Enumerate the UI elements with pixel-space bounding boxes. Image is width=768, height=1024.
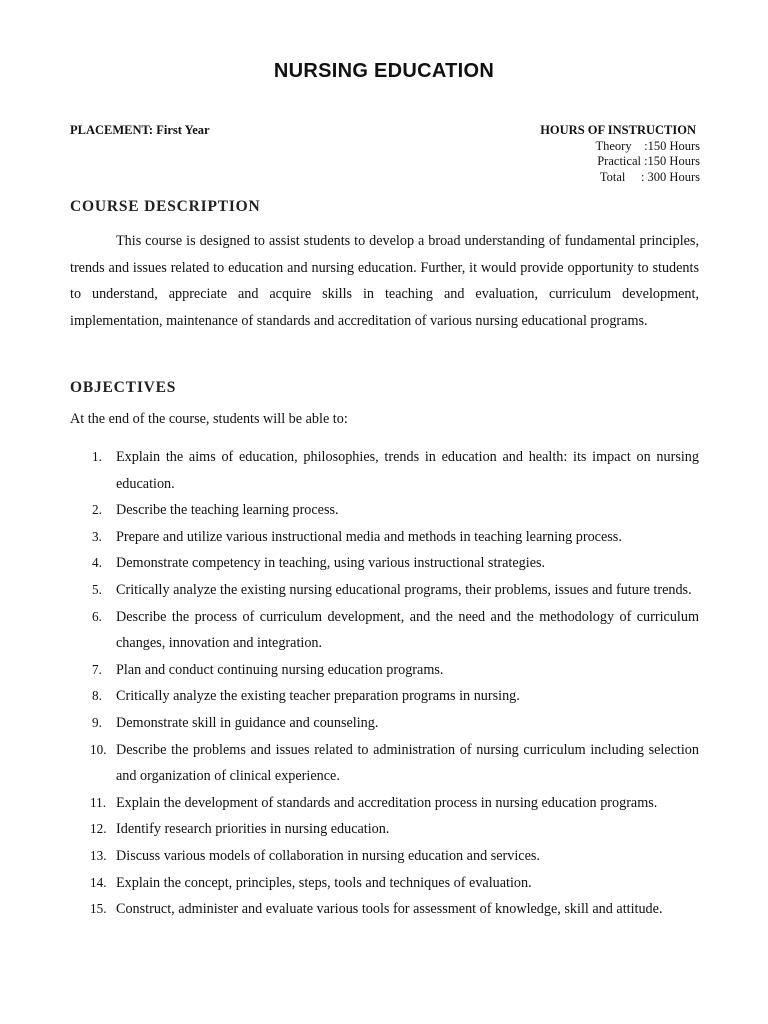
objective-text: Plan and conduct continuing nursing education programs. bbox=[116, 661, 444, 678]
objective-item bbox=[70, 524, 699, 551]
objective-number: 10. bbox=[90, 741, 107, 757]
objective-number: 13. bbox=[90, 847, 107, 863]
objective-number: 11. bbox=[90, 794, 106, 810]
objective-text: Construct, administer and evaluate various tools for assessment of knowledge, skill and attitude. bbox=[116, 901, 663, 918]
objective-number: 6. bbox=[92, 608, 102, 624]
objective-number: 3. bbox=[92, 528, 102, 544]
objective-text: Explain the concept, principles, steps, tools and techniques of evaluation. bbox=[116, 874, 532, 891]
document-title: NURSING EDUCATION bbox=[273, 60, 495, 82]
objective-item bbox=[70, 790, 699, 817]
objective-text: Critically analyze the existing nursing educational programs, their problems, issues and future trends. bbox=[116, 581, 692, 598]
objective-number: 15. bbox=[90, 901, 107, 917]
objective-item bbox=[70, 737, 699, 790]
objective-text: Discuss various models of collaboration in nursing education and services. bbox=[116, 847, 540, 864]
objective-item bbox=[70, 657, 699, 684]
objective-number: 9. bbox=[92, 714, 102, 730]
objective-item bbox=[70, 843, 699, 870]
objectives-intro: At the end of the course, students will be able to: bbox=[70, 411, 348, 427]
objective-item bbox=[70, 604, 699, 657]
placement-label: PLACEMENT: First Year bbox=[70, 123, 210, 137]
objective-number: 12. bbox=[90, 821, 107, 837]
objective-text: Prepare and utilize various instructional media and methods in teaching learning process. bbox=[116, 528, 622, 545]
objective-text: Describe the problems and issues related to administration of nursing curriculum including selection and organization of clinical experience. bbox=[116, 741, 699, 785]
objective-number: 1. bbox=[92, 449, 102, 464]
course-description-heading: COURSE DESCRIPTION bbox=[70, 198, 261, 215]
objective-item bbox=[70, 683, 699, 710]
hours-practical: Practical :150 Hours bbox=[597, 154, 700, 168]
objective-item bbox=[70, 444, 699, 497]
course-description-text: This course is designed to assist students to develop a broad understanding of fundamental principles, trends and issues related to education and nursing education. Further, it would provide opportunity to students to understand, appreciate and acquire skills in teaching and evaluation, curriculum development, implementation, maintenance of standards and accreditation of various nursing educational programs. bbox=[70, 233, 699, 329]
objective-item bbox=[70, 710, 699, 737]
objective-item bbox=[70, 816, 699, 843]
objectives-heading: OBJECTIVES bbox=[70, 379, 177, 396]
objective-item bbox=[70, 870, 699, 897]
objective-text: Identify research priorities in nursing education. bbox=[116, 821, 390, 838]
objective-text: Critically analyze the existing teacher preparation programs in nursing. bbox=[116, 688, 520, 705]
objective-text: Demonstrate competency in teaching, using various instructional strategies. bbox=[116, 555, 546, 572]
objective-number: 2. bbox=[92, 502, 102, 518]
objective-item bbox=[70, 896, 699, 923]
objective-number: 4. bbox=[92, 555, 102, 571]
objective-number: 7. bbox=[92, 661, 102, 677]
hours-title: HOURS OF INSTRUCTION bbox=[540, 123, 696, 137]
objective-text: Describe the process of curriculum development, and the need and the methodology of curriculum changes, innovation and integration. bbox=[116, 608, 699, 652]
objective-item bbox=[70, 550, 699, 577]
hours-of-instruction bbox=[500, 123, 700, 185]
objective-text: Describe the teaching learning process. bbox=[116, 502, 339, 519]
objective-item bbox=[70, 497, 699, 524]
objective-number: 8. bbox=[92, 688, 102, 704]
objective-number: 5. bbox=[92, 581, 102, 597]
objectives-list bbox=[70, 444, 699, 923]
objective-text: Demonstrate skill in guidance and counseling. bbox=[116, 714, 379, 731]
hours-theory: Theory :150 Hours bbox=[595, 138, 700, 153]
hours-total: Total : 300 Hours bbox=[599, 169, 700, 184]
objective-text: Explain the aims of education, philosophies, trends in education and health: its impact on nursing education. bbox=[116, 449, 699, 492]
objective-item bbox=[70, 577, 699, 604]
objective-text: Explain the development of standards and accreditation process in nursing education programs. bbox=[116, 794, 658, 811]
objective-number: 14. bbox=[90, 874, 107, 890]
